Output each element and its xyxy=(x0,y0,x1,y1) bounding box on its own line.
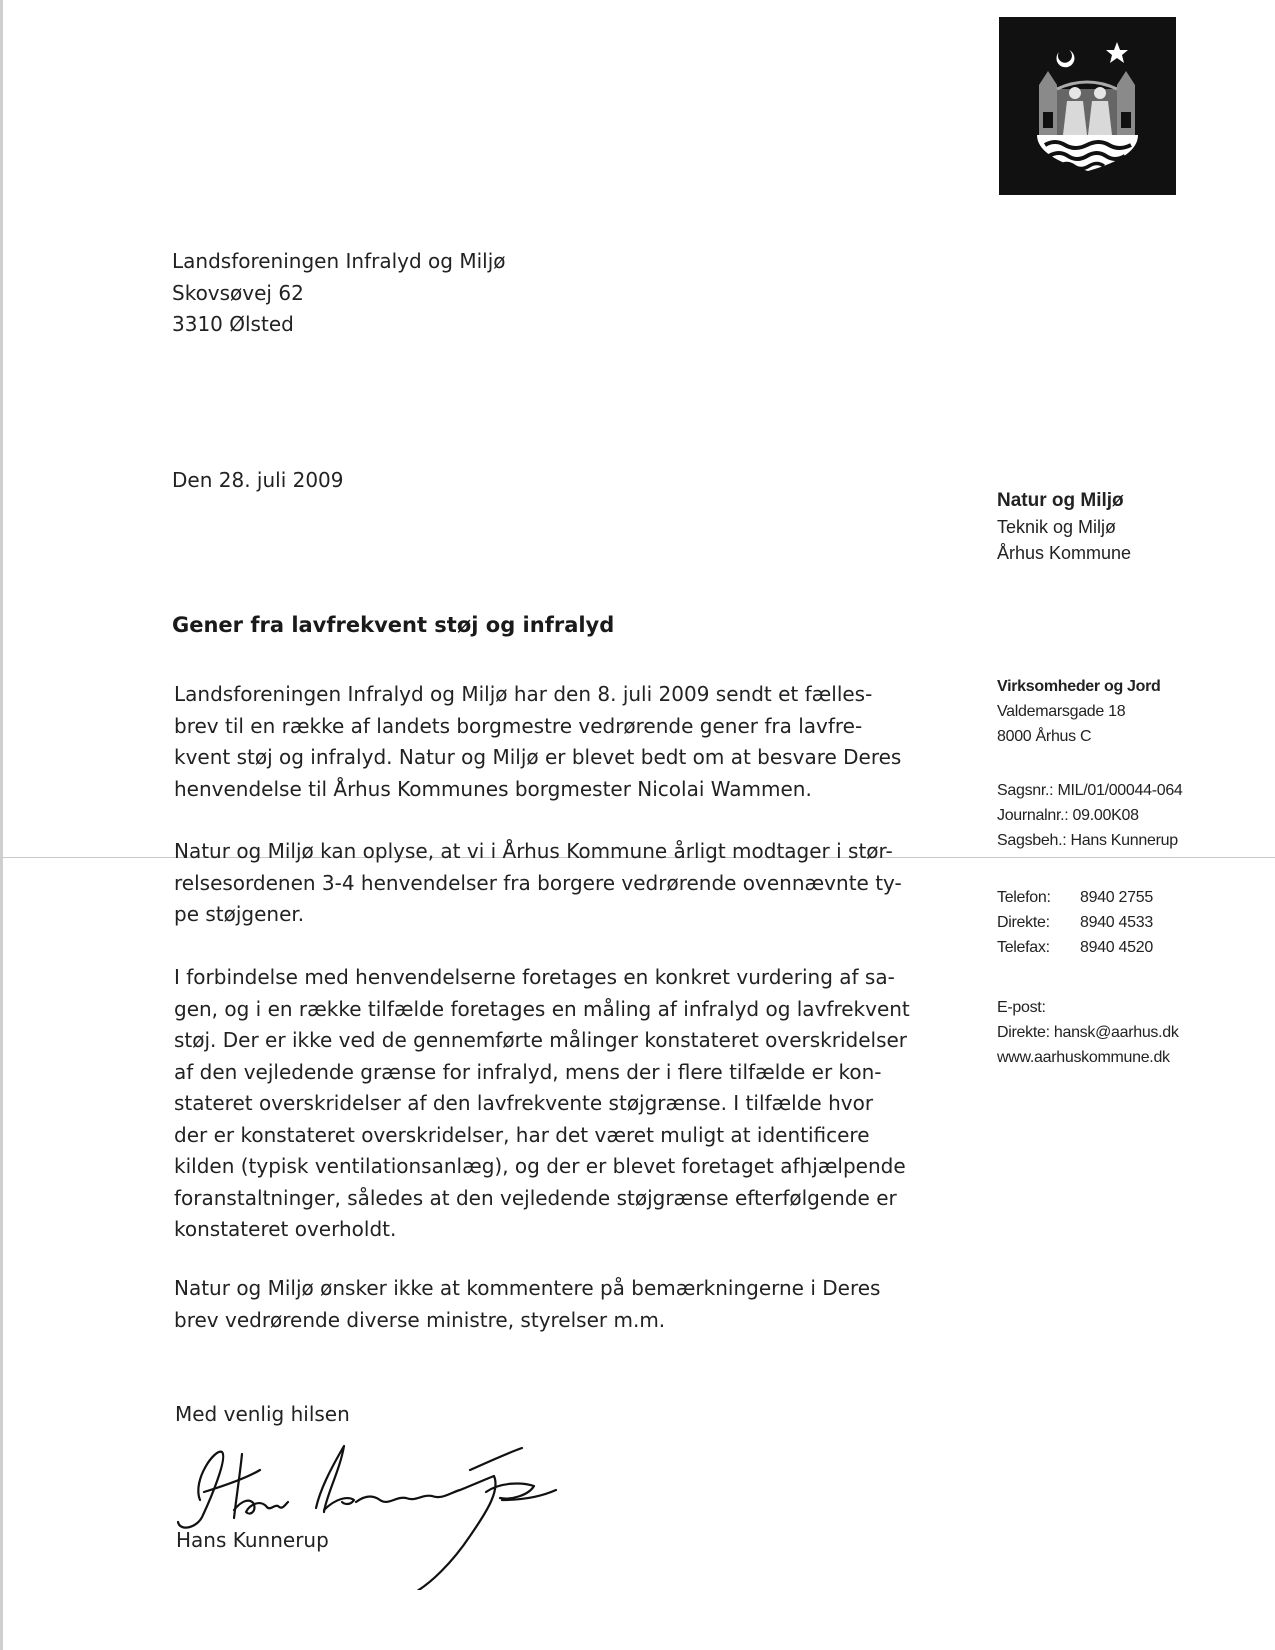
recipient-street: Skovsøvej 62 xyxy=(172,280,304,305)
letter-subject: Gener fra lavfrekvent støj og infralyd xyxy=(172,613,615,637)
closing-greeting: Med venlig hilsen xyxy=(175,1402,350,1426)
contact-row xyxy=(997,910,1153,935)
paragraph-line: kvent støj og infralyd. Natur og Miljø er blevet bedt om at besvare Deres xyxy=(174,745,902,769)
contact-value: 8940 4520 xyxy=(1080,939,1153,956)
contact-label: Direkte: xyxy=(997,914,1050,931)
case-references xyxy=(997,778,1183,853)
paragraph-line: brev til en række af landets borgmestre vedrørende gener fra lavfre- xyxy=(174,713,863,738)
recipient-city: 3310 Ølsted xyxy=(172,312,294,336)
sender-department: Teknik og Miljø xyxy=(997,517,1117,537)
contact-value: 8940 4533 xyxy=(1080,914,1153,931)
contact-row xyxy=(997,935,1153,960)
paragraph-line: henvendelse til Århus Kommunes borgmester Nicolai Wammen. xyxy=(174,776,812,801)
paragraph-line: brev vedrørende diverse ministre, styrelser m.m. xyxy=(174,1307,666,1332)
website: www.aarhuskommune.dk xyxy=(997,1049,1170,1066)
email-web-block xyxy=(997,995,1179,1070)
paragraph-line: Natur og Miljø kan oplyse, at vi i Århus Kommune årligt modtager i stør- xyxy=(174,839,893,863)
recipient-name: Landsforeningen Infralyd og Miljø xyxy=(172,249,506,273)
email-address: Direkte: hansk@aarhus.dk xyxy=(997,1024,1179,1041)
paragraph-3 xyxy=(174,962,954,1246)
aarhus-coat-of-arms-logo xyxy=(999,17,1176,195)
case-officer: Sagsbeh.: Hans Kunnerup xyxy=(997,832,1178,849)
paragraph-line: I forbindelse med henvendelserne foretages en konkret vurdering af sa- xyxy=(174,965,895,989)
signer-name: Hans Kunnerup xyxy=(176,1528,329,1552)
contact-numbers xyxy=(997,885,1153,960)
contact-label: Telefon: xyxy=(997,889,1051,906)
paragraph-line: foranstaltninger, således at den vejledende støjgrænse efterfølgende er xyxy=(174,1185,897,1210)
office-name: Virksomheder og Jord xyxy=(997,678,1161,695)
journal-number: Journalnr.: 09.00K08 xyxy=(997,807,1139,824)
paragraph-line: pe støjgener. xyxy=(174,902,305,926)
case-number: Sagsnr.: MIL/01/00044-064 xyxy=(997,782,1183,799)
office-address xyxy=(997,674,1161,749)
sender-block xyxy=(997,488,1131,566)
letter-date: Den 28. juli 2009 xyxy=(172,468,344,492)
office-city: 8000 Århus C xyxy=(997,728,1092,745)
handwritten-signature xyxy=(170,1440,590,1590)
paragraph-line: Landsforeningen Infralyd og Miljø har den 8. juli 2009 sendt et fælles- xyxy=(174,682,873,706)
contact-row xyxy=(997,885,1153,910)
contact-label: Telefax: xyxy=(997,939,1050,956)
sender-municipality: Århus Kommune xyxy=(997,543,1132,563)
paragraph-line: støj. Der er ikke ved de gennemførte målinger konstateret overskridelser xyxy=(174,1028,908,1052)
paragraph-line: gen, og i en række tilfælde foretages en måling af infralyd og lavfrekvent xyxy=(174,996,910,1021)
recipient-address xyxy=(172,246,506,341)
paragraph-line: relsesordenen 3-4 henvendelser fra borgere vedrørende ovennævnte ty- xyxy=(174,870,902,895)
paragraph-4 xyxy=(174,1273,954,1336)
paragraph-line: der er konstateret overskridelser, har det været muligt at identificere xyxy=(174,1122,870,1147)
coat-of-arms-icon xyxy=(999,17,1176,195)
paragraph-line: af den vejledende grænse for infralyd, mens der i flere tilfælde er kon- xyxy=(174,1059,882,1084)
paragraph-2 xyxy=(174,836,954,931)
paragraph-line: kilden (typisk ventilationsanlæg), og der er blevet foretaget afhjælpende xyxy=(174,1154,906,1178)
paragraph-line: konstateret overholdt. xyxy=(174,1217,397,1241)
paragraph-line: Natur og Miljø ønsker ikke at kommentere på bemærkningerne i Deres xyxy=(174,1276,881,1300)
scan-edge xyxy=(0,0,3,1650)
office-street: Valdemarsgade 18 xyxy=(997,703,1126,720)
sender-unit: Natur og Miljø xyxy=(997,490,1124,511)
paragraph-1 xyxy=(174,679,954,805)
email-heading: E-post: xyxy=(997,999,1046,1016)
paragraph-line: stateret overskridelser af den lavfrekvente støjgrænse. I tilfælde hvor xyxy=(174,1091,874,1115)
contact-value: 8940 2755 xyxy=(1080,889,1153,906)
